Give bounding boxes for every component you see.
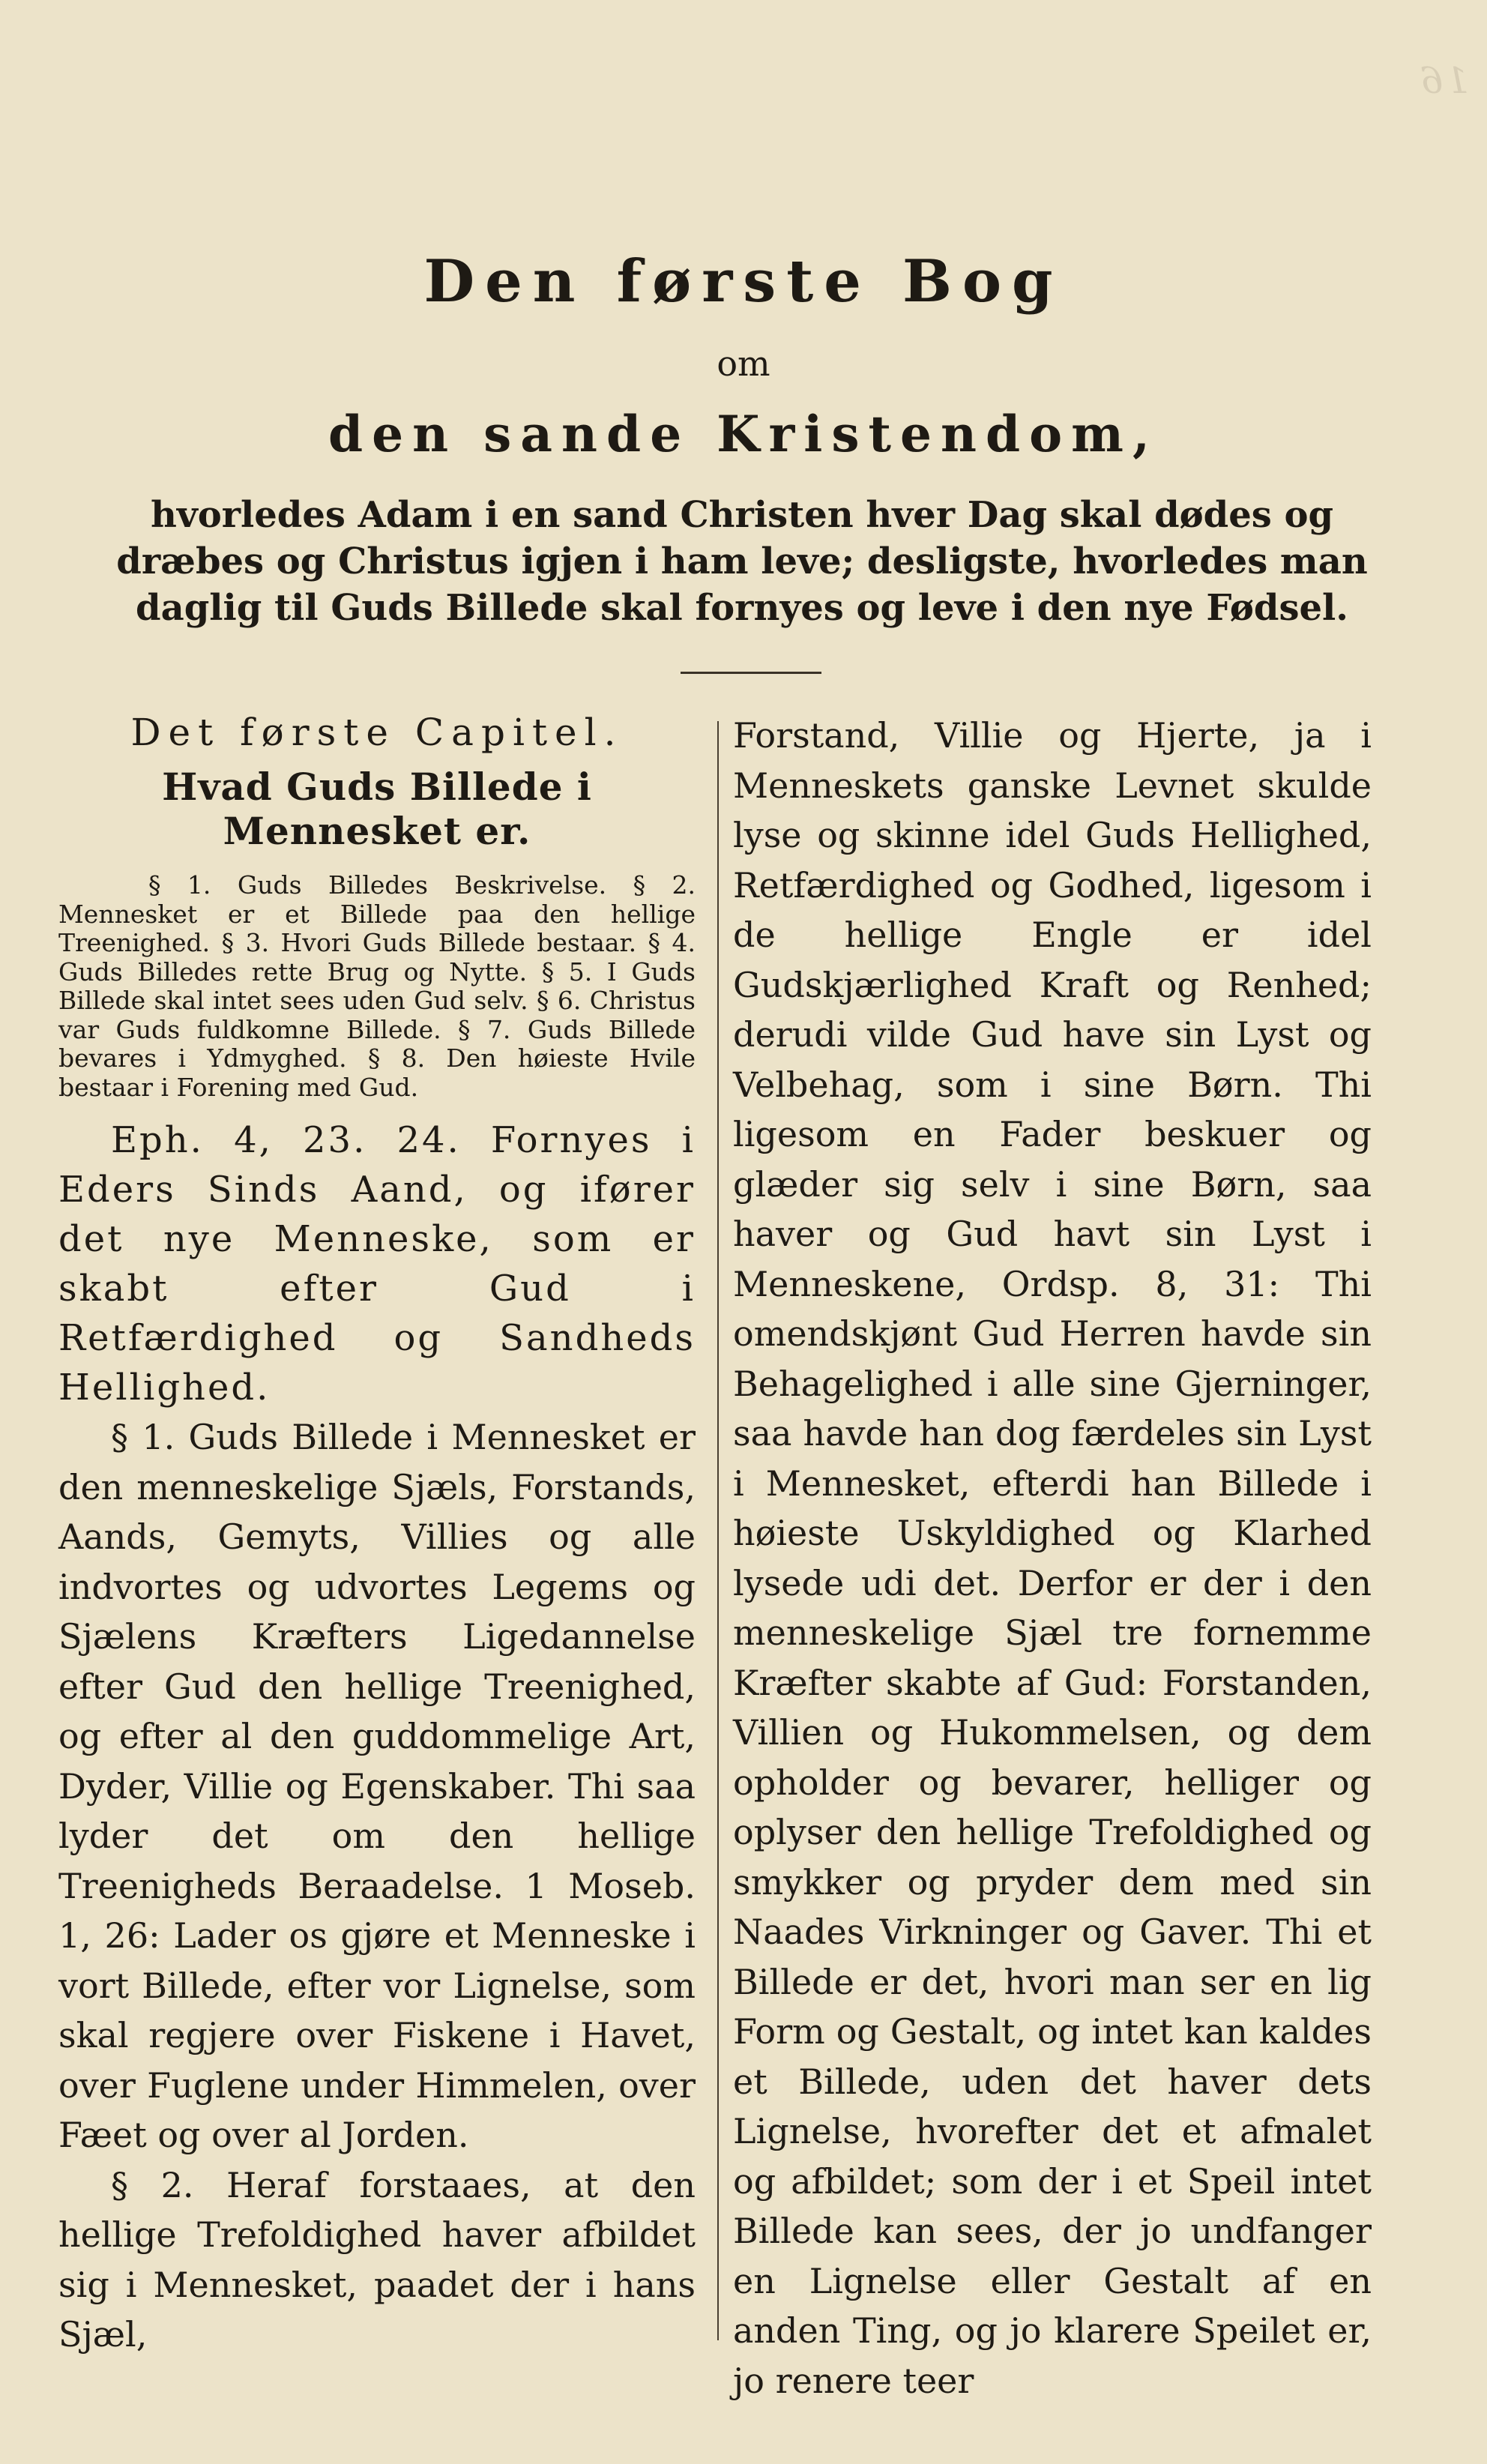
paragraph-2: § 2. Heraf forstaaes, at den hellige Trefoldighed haver afbildet sig i Mennesket, paadet der i hans Sjæl,	[58, 2164, 696, 2355]
bleed-page-number: 16	[1417, 60, 1469, 102]
book-subject: den sande Kristendom,	[328, 405, 1159, 463]
column-divider	[717, 721, 719, 2340]
book-title: Den første Bog	[423, 247, 1064, 316]
bleed-through-text	[660, 60, 1469, 102]
chapter-label: Det første Capitel.	[130, 711, 624, 754]
title-connector: om	[717, 343, 770, 384]
book-description: hvorledes Adam i en sand Christen hver Dag skal dødes og dræbes og Christus igjen i ham leve; desligste, hvorledes man daglig til Guds Billede skal fornyes og leve i den nye Fødsel.	[116, 494, 1368, 629]
scripture-verse: Eph. 4, 23. 24. Fornyes i Eders Sinds Aand, og ifører det nye Menneske, som er skabt efter Gud i Retfærdighed og Sandheds Hellighed.	[58, 1119, 696, 1409]
left-column	[58, 711, 696, 2360]
chapter-title: Hvad Guds Billede i Mennesket er.	[162, 765, 592, 853]
paragraph-1: § 1. Guds Billede i Mennesket er den menneskelige Sjæls, Forstands, Aands, Gemyts, Villies og alle indvortes og udvortes Legems og Sjælens Kræfters Ligedannelse efter Gud den hellige Treenighed, og efter al den guddommelige Art, Dyder, Villie og Egenskaber. Thi saa lyder det om den hellige Treenigheds Beraadelse. 1 Moseb. 1, 26: Lader os gjøre et Menneske i vort Billede, efter vor Lignelse, som skal regjere over Fiskene i Havet, over Fuglene under Himmelen, over Fæet og over al Jorden.	[58, 1417, 696, 2155]
title-rule	[681, 672, 821, 674]
chapter-summary: § 1. Guds Billedes Beskrivelse. § 2. Mennesket er et Billede paa den hellige Treenighed. § 3. Hvori Guds Billede bestaar. § 4. Guds Billedes rette Brug og Nytte. § 5. I Guds Billede skal intet sees uden Gud selv. § 6. Christus var Guds fuldkomne Billede. § 7. Guds Billede bevares i Ydmyghed. § 8. Den høieste Hvile bestaar i Forening med Gud.	[58, 870, 696, 1102]
paragraph-2-continued: Forstand, Villie og Hjerte, ja i Menneskets ganske Levnet skulde lyse og skinne idel Guds Hellighed, Retfærdighed og Godhed, ligesom i de hellige Engle er idel Gudskjærlighed Kraft og Renhed; derudi vilde Gud have sin Lyst og Velbehag, som i sine Børn. Thi ligesom en Fader beskuer og glæder sig selv i sine Børn, saa haver og Gud havt sin Lyst i Menneskene, Ordsp. 8, 31: Thi omendskjønt Gud Herren havde sin Behagelighed i alle sine Gjerninger, saa havde han dog færdeles sin Lyst i Mennesket, efterdi han Billede i høieste Uskyldighed og Klarhed lysede udi det. Derfor er der i den menneskelige Sjæl tre fornemme Kræfter skabte af Gud: Forstanden, Villien og Hukommelsen, og dem opholder og bevarer, helliger og oplyser den hellige Trefoldighed og smykker og pryder dem med sin Naades Virkninger og Gaver. Thi et Billede er det, hvori man ser en lig Form og Gestalt, og intet kan kaldes et Billede, uden det haver dets Lignelse, hvorefter det et afmalet og afbildet; som der i et Speil intet Billede kan sees, der jo undfanger en Lignelse eller Gestalt af en anden Ting, og jo klarere Speilet er, jo renere teer	[733, 715, 1372, 2401]
right-column	[733, 711, 1372, 2406]
